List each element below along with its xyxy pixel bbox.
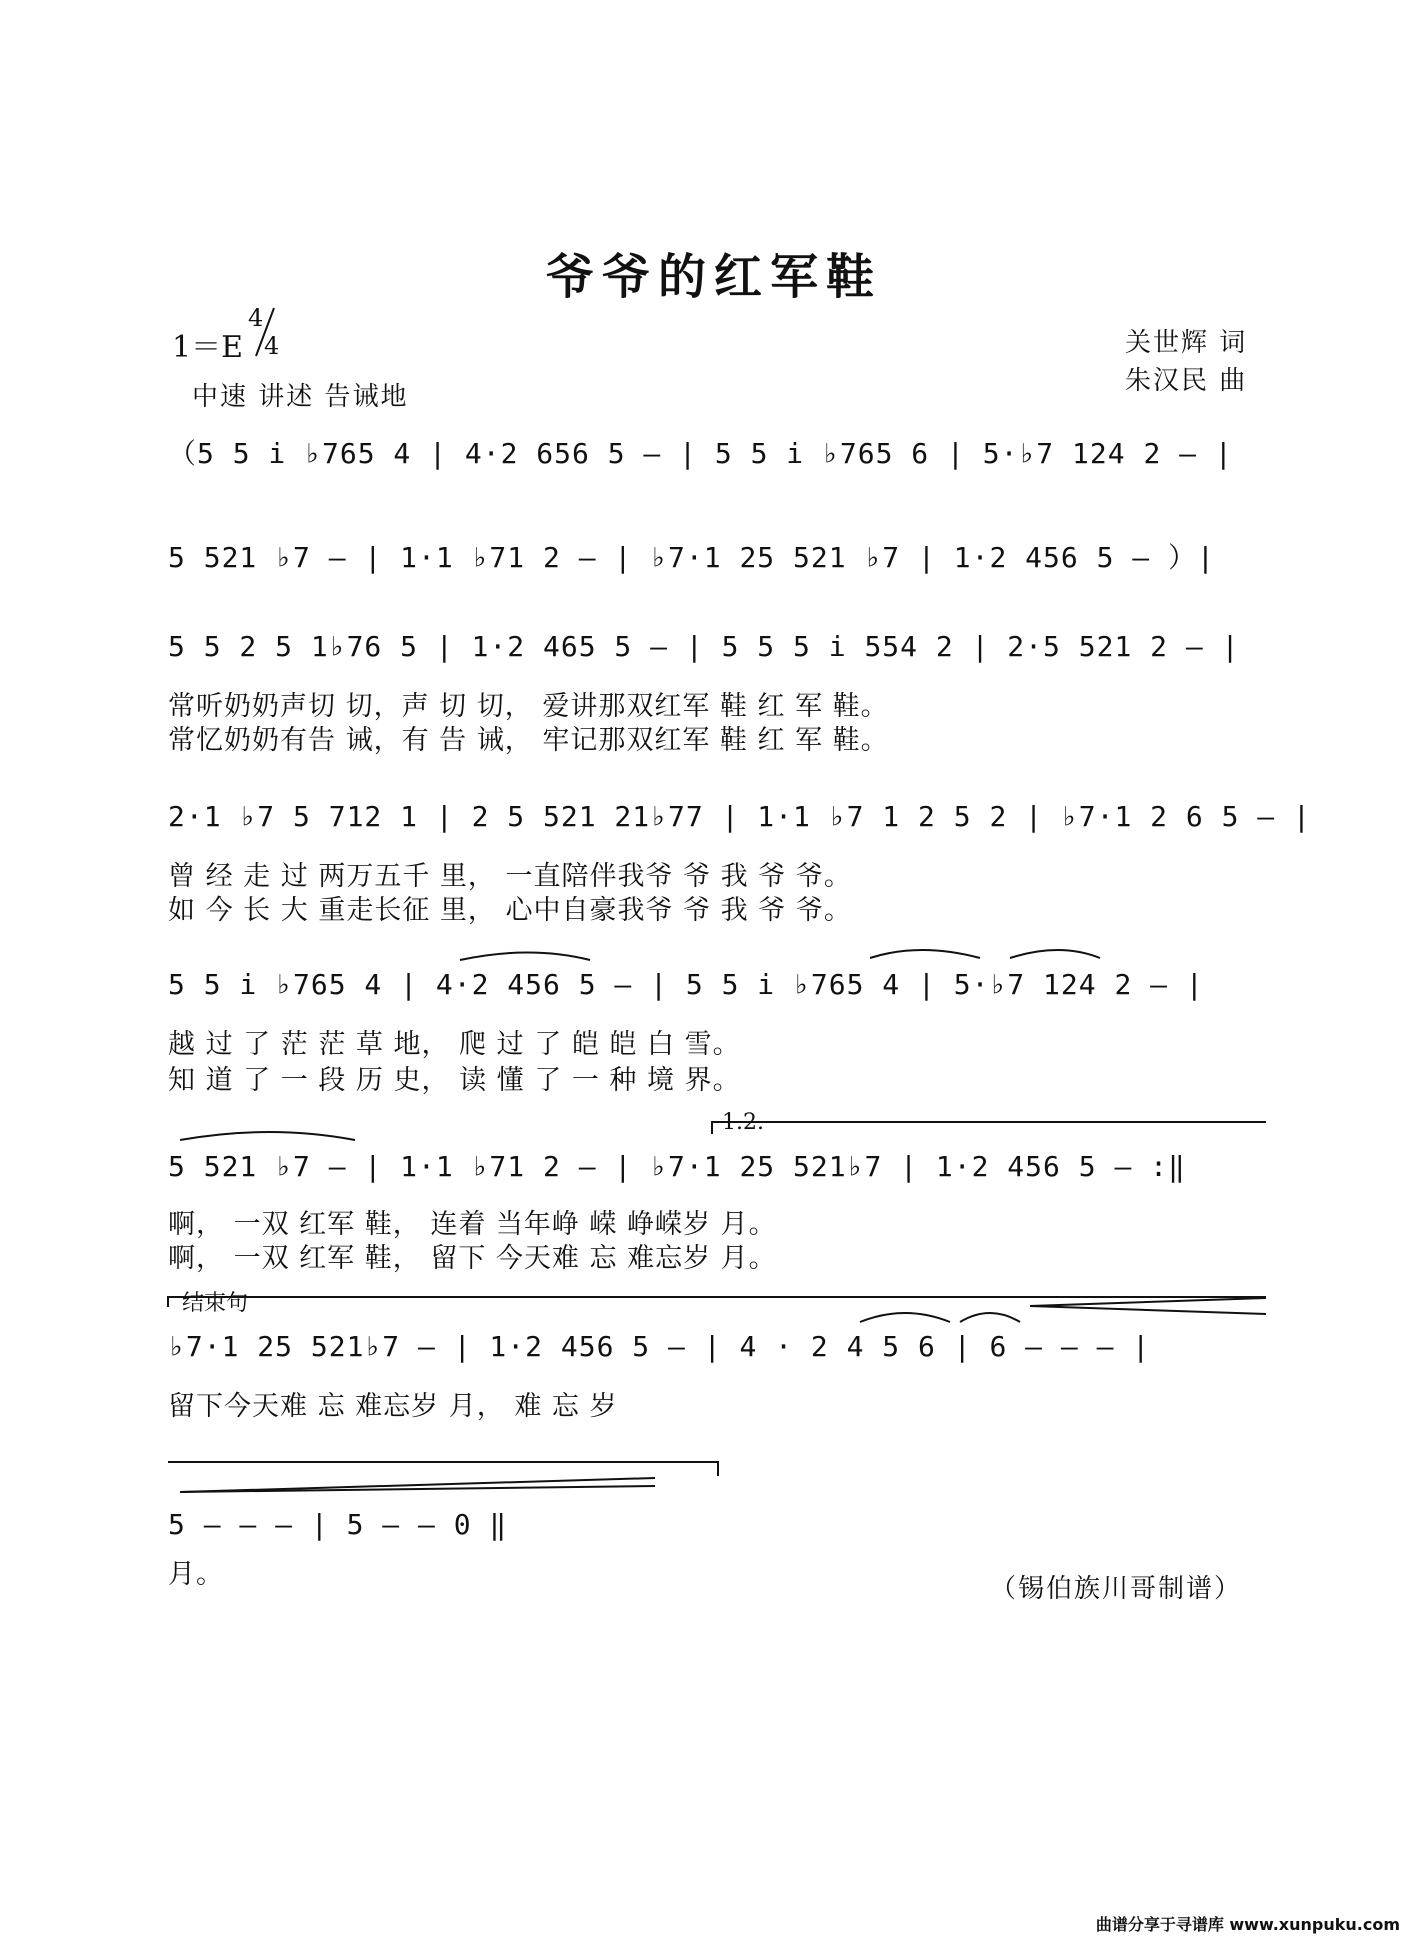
lyric-line-8: 啊， 一双 红军 鞋， 留下 今天难 忘 难忘岁 月。 bbox=[168, 1243, 777, 1274]
lyric-line-5: 越 过 了 茫 茫 草 地， 爬 过 了 皑 皑 白 雪。 bbox=[168, 1029, 741, 1060]
music-line-6: 5 521 ♭7 — | 1·1 ♭71 2 — | ♭7·1 25 521♭7 | 1·2 456 5 — :‖ bbox=[168, 1150, 1186, 1183]
music-line-5: 5 5 i ♭765 4 | 4·2 456 5 — | 5 5 i ♭765 4 | 5·♭7 124 2 — | bbox=[168, 968, 1204, 1001]
lyric-line-2: 常忆奶奶有告 诫，有 告 诫， 牢记那双红军 鞋 红 军 鞋。 bbox=[168, 725, 889, 756]
composer-credit: 朱汉民 曲 bbox=[1125, 366, 1248, 396]
lyric-line-9: 留下今天难 忘 难忘岁 月， 难 忘 岁 bbox=[168, 1391, 618, 1422]
arranger-credit: （锡伯族川哥制谱） bbox=[990, 1574, 1243, 1604]
song-title: 爷爷的红军鞋 bbox=[545, 249, 882, 305]
lyric-line-3: 曾 经 走 过 两万五千 里， 一直陪伴我爷 爷 我 爷 爷。 bbox=[168, 861, 852, 892]
lyric-line-6: 知 道 了 一 段 历 史， 读 懂 了 一 种 境 界。 bbox=[168, 1065, 741, 1096]
key-signature: 1＝E bbox=[172, 330, 243, 365]
music-line-2: 5 521 ♭7 — | 1·1 ♭71 2 — | ♭7·1 25 521 ♭7 | 1·2 456 5 — ）| bbox=[168, 541, 1215, 574]
music-line-7: ♭7·1 25 521♭7 — | 1·2 456 5 — | 4 · 2 4 5 6 | 6 — — — | bbox=[168, 1330, 1151, 1363]
footer-watermark: 曲谱分享于寻谱库 www.xunpuku.com bbox=[1095, 1915, 1400, 1934]
volta-label: 1.2. bbox=[722, 1110, 764, 1135]
time-signature-top: 4 bbox=[248, 304, 264, 332]
time-signature-bottom: 4 bbox=[264, 332, 280, 360]
tempo-marking: 中速 讲述 告诫地 bbox=[192, 382, 409, 412]
music-line-1: （5 5 i ♭765 4 | 4·2 656 5 — | 5 5 i ♭765 6 | 5·♭7 124 2 — | bbox=[168, 437, 1233, 470]
time-signature bbox=[246, 304, 286, 362]
lyric-line-10: 月。 bbox=[168, 1559, 224, 1590]
lyricist-credit: 关世辉 词 bbox=[1125, 328, 1248, 358]
coda-label: 结束句 bbox=[182, 1291, 249, 1316]
music-line-4: 2·1 ♭7 5 712 1 | 2 5 521 21♭77 | 1·1 ♭7 1 2 5 2 | ♭7·1 2 6 5 — | bbox=[168, 800, 1311, 833]
music-line-3: 5 5 2 5 1♭76 5 | 1·2 465 5 — | 5 5 5 i 554 2 | 2·5 521 2 — | bbox=[168, 630, 1240, 663]
lyric-line-7: 啊， 一双 红军 鞋， 连着 当年峥 嵘 峥嵘岁 月。 bbox=[168, 1209, 777, 1240]
lyric-line-1: 常听奶奶声切 切，声 切 切， 爱讲那双红军 鞋 红 军 鞋。 bbox=[168, 691, 889, 722]
lyric-line-4: 如 今 长 大 重走长征 里， 心中自豪我爷 爷 我 爷 爷。 bbox=[168, 895, 852, 926]
music-line-8: 5 — — — | 5 — — 0 ‖ bbox=[168, 1508, 508, 1541]
